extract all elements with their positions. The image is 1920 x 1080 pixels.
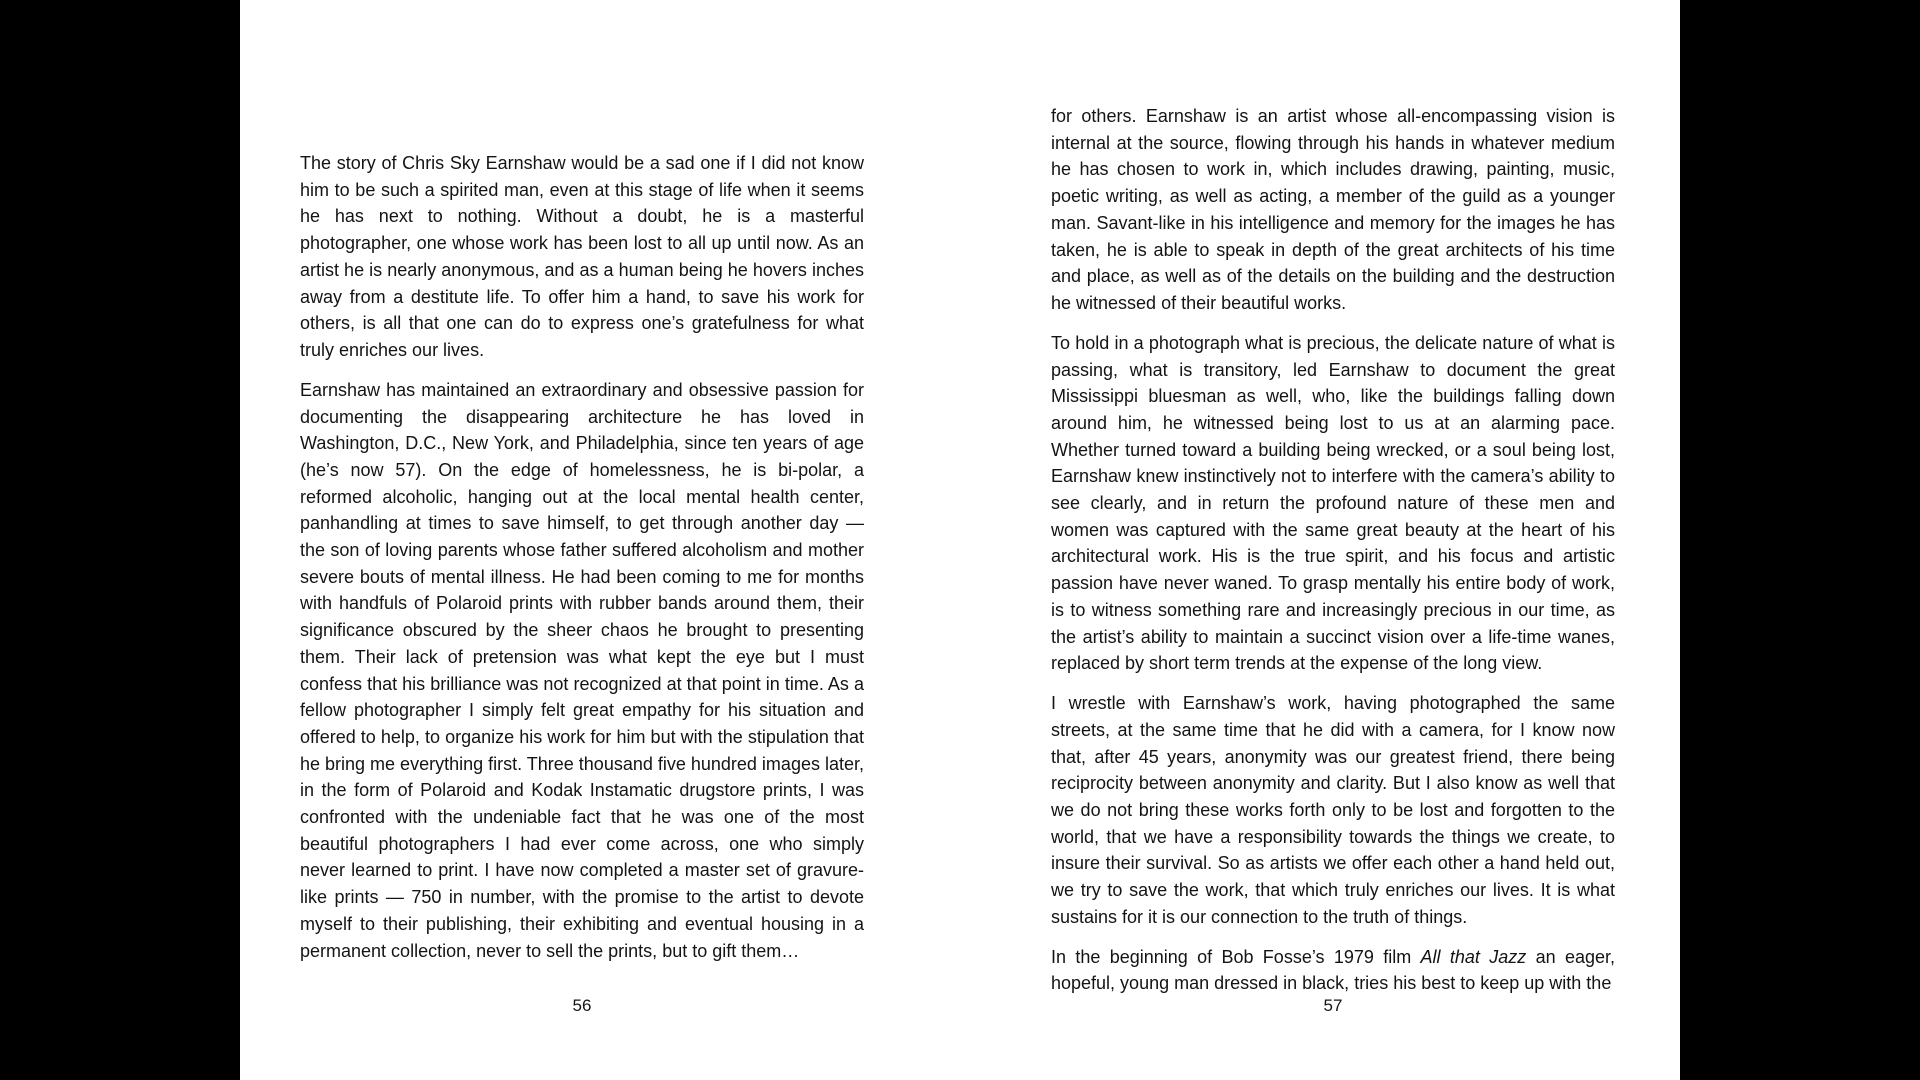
paragraph: Earnshaw has maintained an extraordinary and obsessive passion for documenting the disappearing architecture he has loved in Washington, D.C., New York, and Philadelphia, since ten years of age (he’s now 57). On the edge of homelessness, he is bi-polar, a reformed alcoholic, hanging out at the local mental health center, panhandling at times to save himself, to get through another day — the son of loving parents whose father suffered alcoholism and mother severe bouts of mental illness. He had been coming to me for months with handfuls of Polaroid prints with rubber bands around them, their significance obscured by the sheer chaos he brought to presenting them. Their lack of pretension was what kept the eye but I must confess that his brilliance was not recognized at that point in time. As a fellow photographer I simply felt great empathy for his situation and offered to help, to organize his work for him but with the stipulation that he bring me everything first. Three thousand five hundred images later, in the form of Polaroid and Kodak Instamatic drugstore prints, I was confronted with the undeniable fact that he was one of the most beautiful photographers I had ever come across, one who simply never learned to print. I have now completed a master set of gravure-like prints — 750 in number, with the promise to the artist to devote myself to their publishing, their exhibiting and eventual housing in a permanent collection, never to sell the prints, but to gift them…	[300, 379, 864, 961]
page-spread	[240, 0, 1680, 1080]
paragraph: The story of Chris Sky Earnshaw would be a sad one if I did not know him to be such a spirited man, even at this stage of life when it seems he has next to nothing. Without a doubt, he is a masterful photographer, one whose work has been lost to all up until now. As an artist he is nearly anonymous, and as a human being he hovers inches away from a destitute life. To offer him a hand, to save his work for others, is all that one can do to express one’s gratefulness for what truly enriches our lives.	[300, 153, 864, 360]
page-57-text	[1051, 103, 1615, 1010]
page-56	[240, 0, 995, 1080]
paragraph: for others. Earnshaw is an artist whose all-encompassing vision is internal at the source, flowing through his hands in whatever medium he has chosen to work in, which includes drawing, painting, music, poetic writing, as well as acting, a member of the guild as a younger man. Savant-like in his intelligence and memory for the images he has taken, he is able to speak in depth of the great architects of his time and place, as well as of the details on the building and the destruction he witnessed of their beautiful works.	[1051, 106, 1615, 313]
paragraph: I wrestle with Earnshaw’s work, having photographed the same streets, at the same time that he did with a camera, for I know now that, after 45 years, anonymity was our greatest friend, there being reciprocity between anonymity and clarity. But I also know as well that we do not bring these works forth only to be lost and forgotten to the world, that we have a responsibility towards the things we create, to insure their survival. So as artists we offer each other a hand held out, we try to save the work, that which truly enriches our lives. It is what sustains for it is our connection to the truth of things.	[1051, 693, 1615, 927]
paragraph-text: an eager, hopeful, young man dressed in black, tries his best to keep up with the	[1051, 946, 1615, 994]
film-title: All that Jazz	[1420, 946, 1527, 967]
page-57	[995, 0, 1680, 1080]
paragraph-last	[1051, 944, 1615, 997]
page-56-text	[300, 150, 864, 977]
paragraph: To hold in a photograph what is precious, the delicate nature of what is passing, what is transitory, led Earnshaw to document the great Mississippi bluesman as well, who, like the buildings falling down around him, he witnessed being lost to us at an alarming pace. Whether turned toward a building being wrecked, or a soul being lost, Earnshaw knew instinctively not to interfere with the camera’s ability to see clearly, and in return the profound nature of these men and women was captured with the same great beauty at the heart of his architectural work. His is the true spirit, and his focus and artistic passion have never waned. To grasp mentally his entire body of work, is to witness something rare and increasingly precious in our time, as the artist’s ability to maintain a succinct vision over a life-time wanes, replaced by short term trends at the expense of the long view.	[1051, 332, 1615, 674]
page-number: 56	[572, 996, 592, 1015]
page-number: 57	[1323, 996, 1343, 1015]
paragraph-text: In the beginning of Bob Fosse’s 1979 film	[1051, 946, 1421, 967]
